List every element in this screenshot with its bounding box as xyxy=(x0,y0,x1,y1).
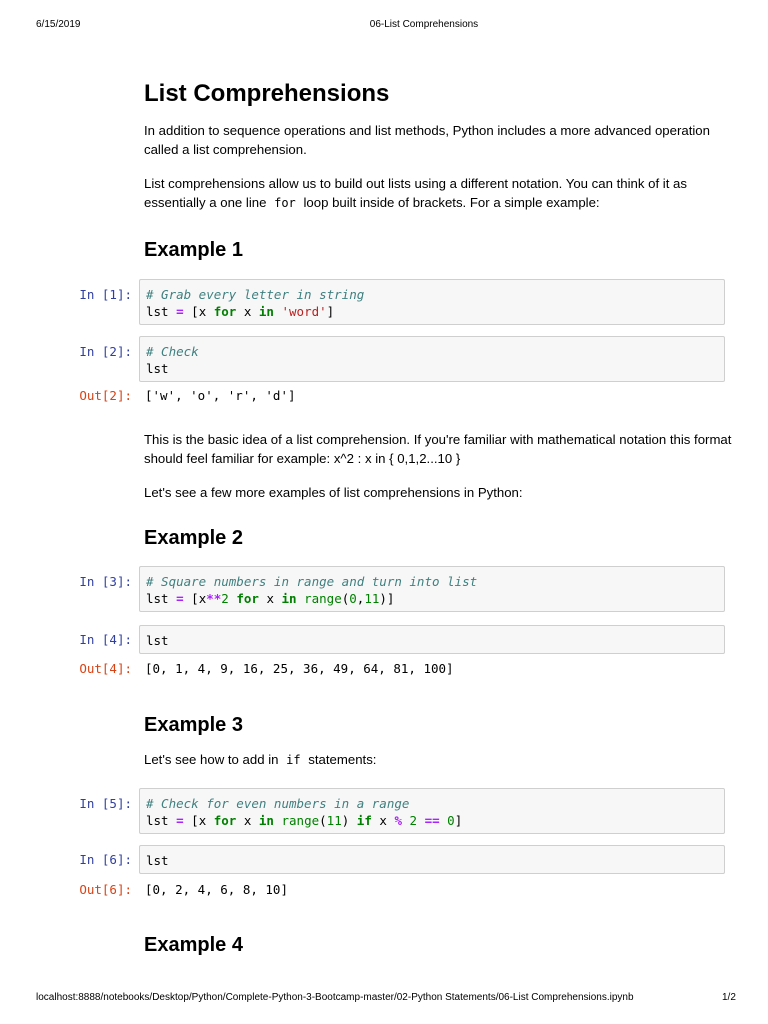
intro-paragraph-1: In addition to sequence operations and list methods, Python includes a more advanced operation called a list comprehension. xyxy=(144,123,710,157)
code-line: lst xyxy=(146,361,169,376)
para5-text-a: Let's see how to add in xyxy=(144,752,279,767)
cell-5-prompt: In [5]: xyxy=(79,796,132,811)
para5-text-b: statements: xyxy=(308,752,377,767)
paragraph-basic-idea: This is the basic idea of a list comprehension. If you're familiar with mathematical notation this format should feel familiar for example: x^2 : x in { 0,1,2...10 } xyxy=(144,432,732,466)
code-cell-5[interactable] xyxy=(139,788,725,834)
output-6-prompt: Out[6]: xyxy=(79,882,132,897)
code-line: lst xyxy=(146,853,169,868)
code-comment: # Check for even numbers in a range xyxy=(146,796,410,811)
code-comment: # Grab every letter in string xyxy=(146,287,365,302)
cell-4-prompt: In [4]: xyxy=(79,632,132,647)
inline-code-for: for xyxy=(274,196,296,210)
intro-paragraph-2 xyxy=(144,174,734,213)
example-3-heading: Example 3 xyxy=(144,714,243,736)
code-comment: # Square numbers in range and turn into list xyxy=(146,574,478,589)
page-number: 1/2 xyxy=(722,992,736,1003)
cell-3-prompt: In [3]: xyxy=(79,574,132,589)
paragraph-if-statements xyxy=(144,750,734,770)
paragraph-more-examples: Let's see a few more examples of list comprehensions in Python: xyxy=(144,485,523,500)
code-comment: # Check xyxy=(146,344,199,359)
code-cell-4[interactable] xyxy=(139,625,725,654)
output-4: [0, 1, 4, 9, 16, 25, 36, 49, 64, 81, 100] xyxy=(145,661,454,676)
print-title: 06-List Comprehensions xyxy=(369,19,479,30)
code-line: lst = [x for x in 'word'] xyxy=(146,304,335,319)
cell-6-prompt: In [6]: xyxy=(79,852,132,867)
example-4-heading: Example 4 xyxy=(144,934,243,956)
page-title: List Comprehensions xyxy=(144,80,390,107)
output-2-prompt: Out[2]: xyxy=(79,388,132,403)
intro-text-b: loop built inside of brackets. For a simple example: xyxy=(303,195,600,210)
example-1-heading: Example 1 xyxy=(144,239,243,261)
code-cell-3[interactable] xyxy=(139,566,725,612)
code-cell-1[interactable] xyxy=(139,279,725,325)
intro-text-a: List comprehensions allow us to build out lists using a different notation. You can think of it as essentially a one line xyxy=(144,176,687,210)
example-2-heading: Example 2 xyxy=(144,527,243,549)
output-6: [0, 2, 4, 6, 8, 10] xyxy=(145,882,288,897)
print-url: localhost:8888/notebooks/Desktop/Python/Complete-Python-3-Bootcamp-master/02-Python Statements/06-List Comprehensions.ipynb xyxy=(36,992,634,1003)
output-4-prompt: Out[4]: xyxy=(79,661,132,676)
code-line: lst xyxy=(146,633,169,648)
output-2: ['w', 'o', 'r', 'd'] xyxy=(145,388,296,403)
code-cell-6[interactable] xyxy=(139,845,725,874)
code-cell-2[interactable] xyxy=(139,336,725,382)
cell-1-prompt: In [1]: xyxy=(79,287,132,302)
code-line: lst = [x for x in range(11) if x % 2 == 0] xyxy=(146,813,463,828)
inline-code-if: if xyxy=(286,753,301,767)
code-line: lst = [x**2 for x in range(0,11)] xyxy=(146,591,395,606)
cell-2-prompt: In [2]: xyxy=(79,344,132,359)
print-date: 6/15/2019 xyxy=(36,19,81,30)
